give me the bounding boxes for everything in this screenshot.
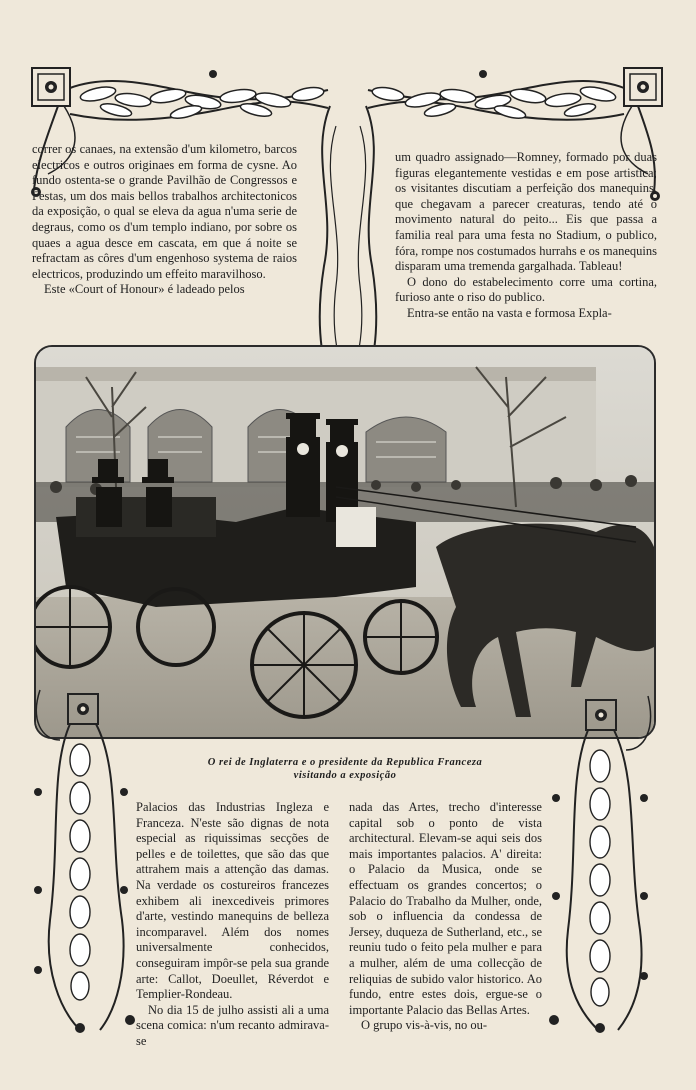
article-column-bottom-left	[136, 800, 329, 1050]
article-column-top-right	[395, 150, 657, 322]
caption-line: visitando a exposição	[293, 770, 397, 781]
paragraph: O grupo vis-à-vis, no ou-	[361, 1018, 488, 1033]
paragraph: Palacios das Industrias Ingleza e Franceza. N'este são dignas de nota especial as riquissimas secções de pelles e de toilettes, que são das que attrahem mais a attenção das damas. Na verdade os costureiros francezes exhibem ali inexcediveis primores d'arte, vestindo manequins de belleza incomparavel. Além dos nomes universalmente conhecidos, conseguiram impôr-se pela sua grande arte: Callot, Doeullet, Réverdot e Templier-Rondeau.	[136, 800, 329, 1002]
paragraph: correr os canaes, na extensão d'um kilometro, barcos electricos e outros originaes em forma de cysne. Ao fundo ostenta-se o grande Pavilhão de Congressos e Festas, um dos mais bellos trabalhos architectonicos da exposição, o qual se eleva da agua n'uma serie de degraus, como os d'um templo indiano, por sobre os quaes a agua desce em cascata, em que á noite se refractam as côres d'um engenhoso systema de raios electricos, produzindo um effeito maravilhoso.	[32, 142, 297, 281]
article-column-bottom-right	[349, 800, 542, 1034]
photo-caption	[170, 756, 520, 782]
bottom-right-ornament	[548, 690, 658, 1040]
paragraph: Este «Court of Honour» é ladeado pelos	[44, 282, 245, 297]
article-column-top-left	[32, 142, 297, 298]
paragraph: O dono do estabelecimento corre uma cortina, furioso ante o riso do publico.	[395, 274, 657, 305]
paragraph: um quadro assignado—Romney, formado por duas figuras elegantemente vestidas e em pose artistica; os visitantes discutiam a perfeição dos manequins, que chegavam a parecer creaturas, tendo até o movimento natural do peito... Eis que passa a familia real para uma festa no Stadium, o publico, fóra, rompe nos costumados hurrahs e os manequins disparam uma tremenda gargalhada. Tableau!	[395, 150, 657, 274]
caption-line: O rei de Inglaterra e o presidente da Republica Franceza	[207, 757, 483, 768]
paragraph: nada das Artes, trecho d'interesse capital sob o ponto de vista architectural. Elevam-se aqui seis dos mais importantes palacios. A' direita: o Palacio da Musica, onde se effectuam os grandes concertos; o Palacio do Trabalho da Mulher, onde, sob o influencia da condessa de Jersey, duqueza de Sutherland, etc., se reuniu tudo o feito pela mulher e para a mulher, além de uma collecção de reliquias de subido valor historico. Ao fundo, entre estes dois, ergue-se o importante Palacio das Bellas Artes.	[349, 800, 542, 1017]
bottom-left-ornament	[30, 680, 140, 1040]
paragraph: No dia 15 de julho assisti ali a uma scena comica: n'um recanto admirava-se	[136, 1002, 329, 1048]
paragraph: Entra-se então na vasta e formosa Expla-	[407, 305, 612, 320]
